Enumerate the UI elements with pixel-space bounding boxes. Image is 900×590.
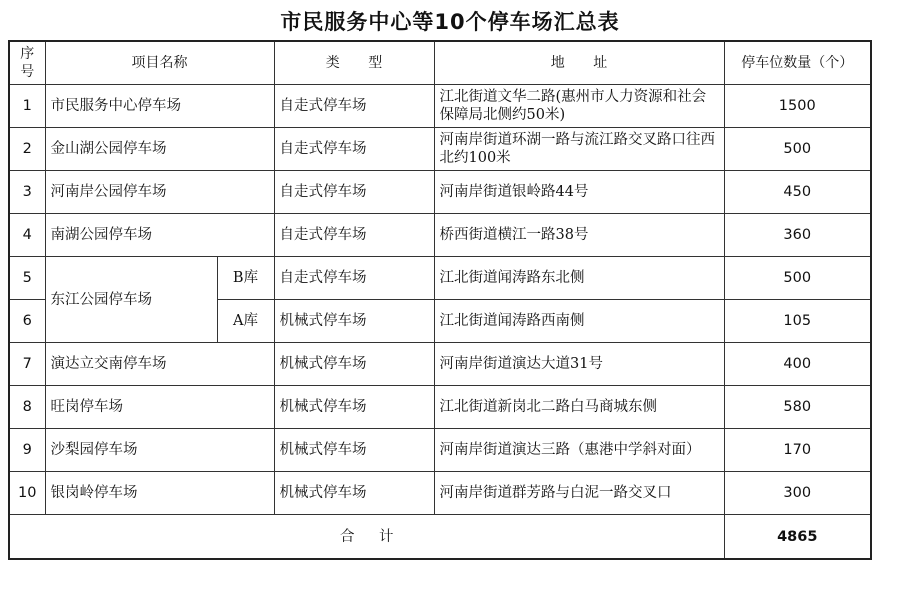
row-index: 6 (9, 300, 45, 343)
row-type: 机械式停车场 (274, 300, 434, 343)
table-row (9, 257, 871, 300)
total-label: 合 计 (9, 515, 724, 560)
header-index: 序号 (9, 41, 45, 85)
row-spaces: 170 (724, 429, 871, 472)
row-index: 1 (9, 85, 45, 128)
total-row (9, 515, 871, 560)
row-index: 10 (9, 472, 45, 515)
table-row (9, 214, 871, 257)
row-name: 金山湖公园停车场 (45, 128, 274, 171)
table-row (9, 343, 871, 386)
header-spaces: 停车位数量（个） (724, 41, 871, 85)
row-name: 银岗岭停车场 (45, 472, 274, 515)
row-address: 江北街道闻涛路东北侧 (434, 257, 724, 300)
row-type: 自走式停车场 (274, 85, 434, 128)
table-row (9, 386, 871, 429)
row-spaces: 300 (724, 472, 871, 515)
row-type: 自走式停车场 (274, 257, 434, 300)
row-type: 机械式停车场 (274, 386, 434, 429)
row-spaces: 360 (724, 214, 871, 257)
row-name: 河南岸公园停车场 (45, 171, 274, 214)
header-row (9, 41, 871, 85)
table-row (9, 171, 871, 214)
row-address: 河南岸街道演达大道31号 (434, 343, 724, 386)
row-name: 演达立交南停车场 (45, 343, 274, 386)
row-address: 江北街道文华二路(惠州市人力资源和社会保障局北侧约50米) (434, 85, 724, 128)
row-name: 旺岗停车场 (45, 386, 274, 429)
row-type: 机械式停车场 (274, 472, 434, 515)
row-index: 5 (9, 257, 45, 300)
row-type: 自走式停车场 (274, 214, 434, 257)
row-name: 东江公园停车场 (45, 257, 217, 343)
row-address: 江北街道新岗北二路白马商城东侧 (434, 386, 724, 429)
row-spaces: 450 (724, 171, 871, 214)
table-row (9, 429, 871, 472)
table-title: 市民服务中心等10个停车场汇总表 (280, 10, 620, 34)
row-type: 机械式停车场 (274, 343, 434, 386)
row-index: 9 (9, 429, 45, 472)
row-address: 河南岸街道演达三路（惠港中学斜对面） (434, 429, 724, 472)
row-index: 4 (9, 214, 45, 257)
row-index: 7 (9, 343, 45, 386)
row-index: 3 (9, 171, 45, 214)
row-name: 市民服务中心停车场 (45, 85, 274, 128)
row-name: 沙梨园停车场 (45, 429, 274, 472)
row-name: 南湖公园停车场 (45, 214, 274, 257)
row-spaces: 500 (724, 128, 871, 171)
row-spaces: 105 (724, 300, 871, 343)
header-name: 项目名称 (45, 41, 274, 85)
table-row (9, 128, 871, 171)
header-address: 地 址 (434, 41, 724, 85)
row-spaces: 400 (724, 343, 871, 386)
row-sub-garage: A库 (217, 300, 274, 343)
row-type: 自走式停车场 (274, 128, 434, 171)
row-type: 自走式停车场 (274, 171, 434, 214)
total-spaces: 4865 (724, 515, 871, 560)
row-type: 机械式停车场 (274, 429, 434, 472)
row-sub-garage: B库 (217, 257, 274, 300)
row-address: 河南岸街道银岭路44号 (434, 171, 724, 214)
row-address: 江北街道闻涛路西南侧 (434, 300, 724, 343)
table-row (9, 85, 871, 128)
row-spaces: 500 (724, 257, 871, 300)
header-type: 类 型 (274, 41, 434, 85)
parking-summary-table (8, 40, 872, 560)
row-address: 河南岸街道群芳路与白泥一路交叉口 (434, 472, 724, 515)
row-index: 8 (9, 386, 45, 429)
row-address: 桥西街道横江一路38号 (434, 214, 724, 257)
row-index: 2 (9, 128, 45, 171)
row-spaces: 580 (724, 386, 871, 429)
table-row (9, 472, 871, 515)
row-address: 河南岸街道环湖一路与流江路交叉路口往西北约100米 (434, 128, 724, 171)
row-spaces: 1500 (724, 85, 871, 128)
